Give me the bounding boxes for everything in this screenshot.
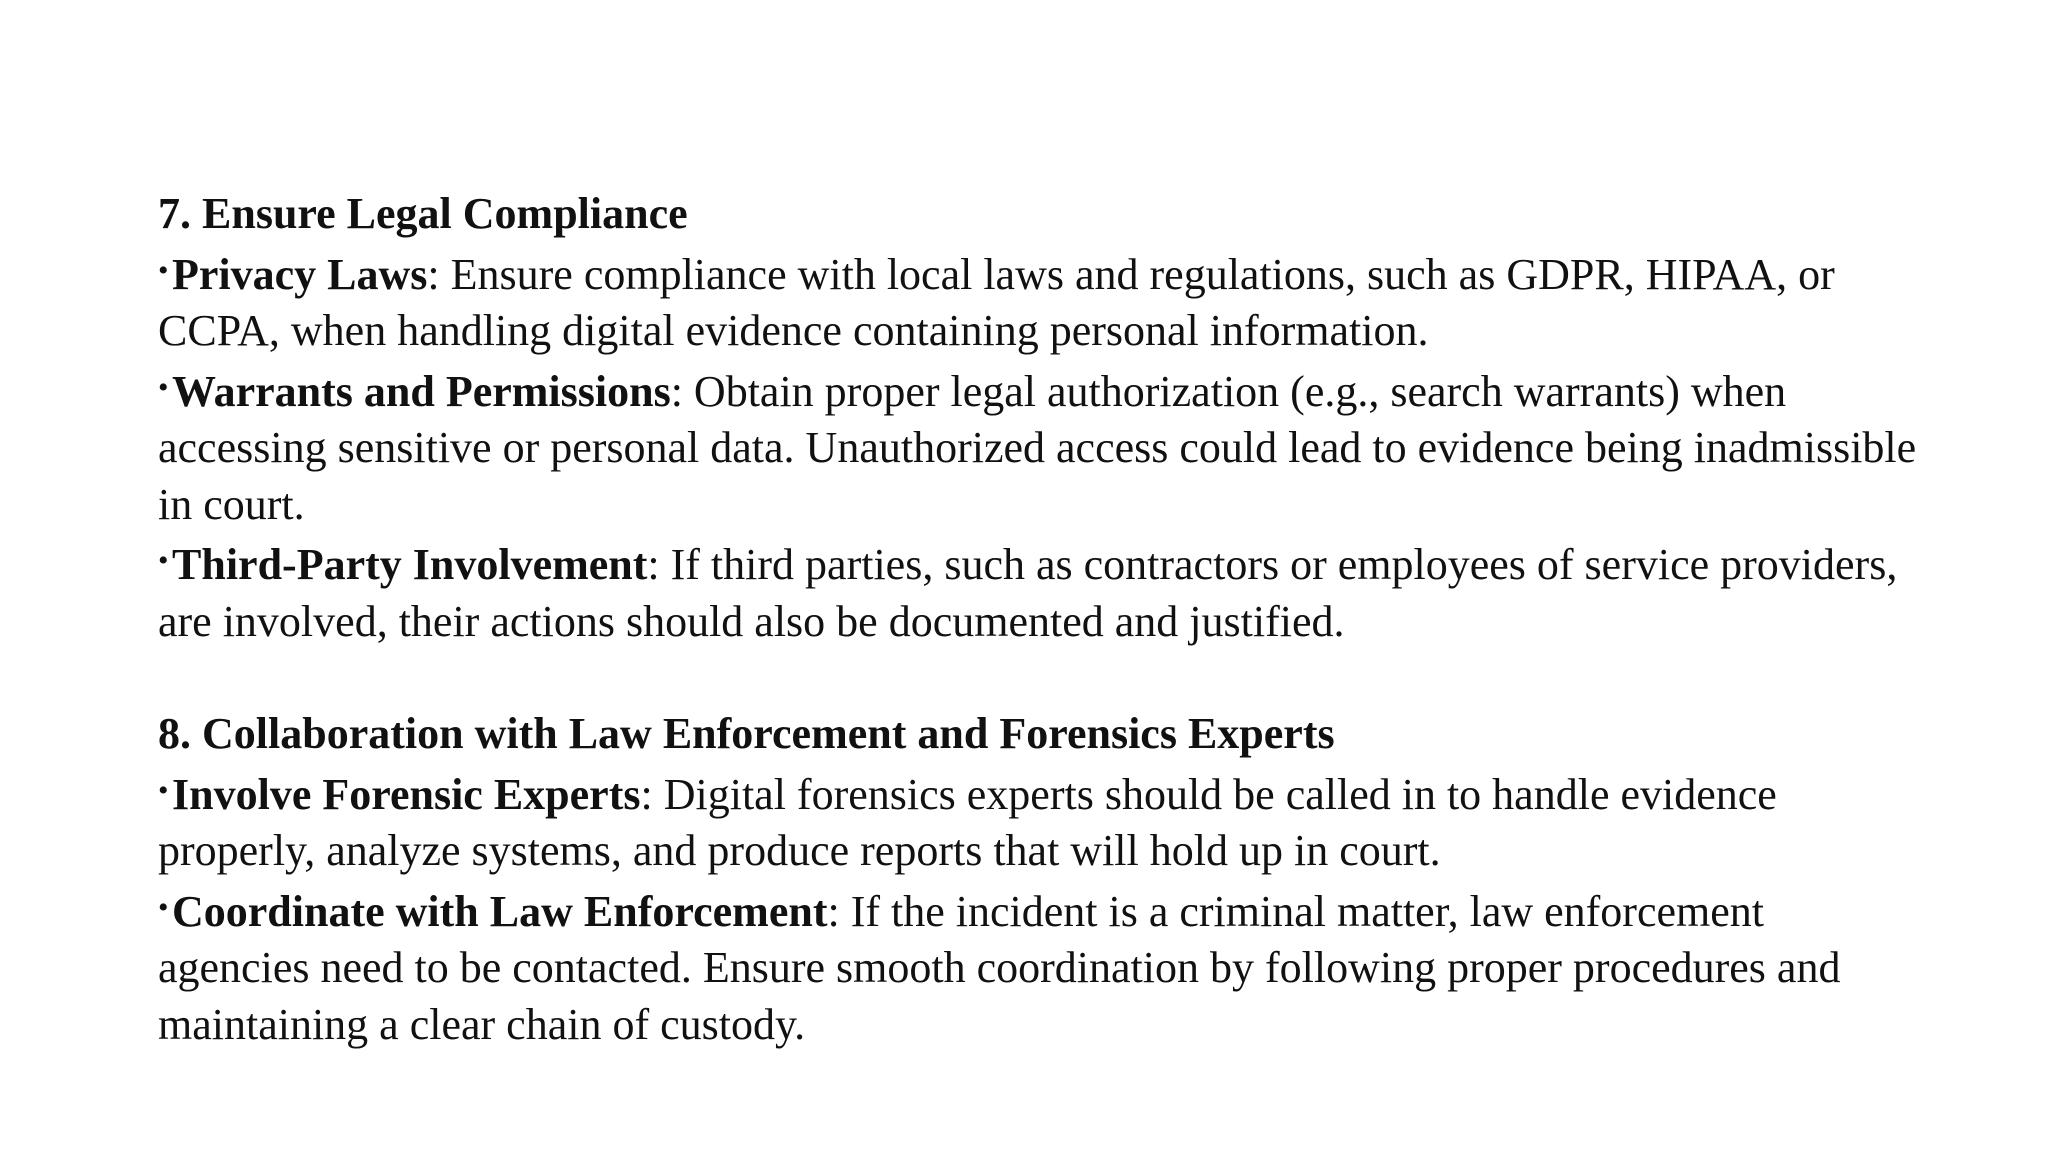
section-collaboration (158, 706, 1918, 1053)
section-heading: 8. Collaboration with Law Enforcement and Forensics Experts (158, 709, 1335, 758)
bullet-dot-icon: • (158, 370, 169, 404)
bullet-dot-icon: • (158, 544, 169, 577)
bullet-text: : If the incident is a criminal matter, law enforcement agencies need to be contacted. Ensure smooth coordination by following proper procedures and maintaining a clear chain of custody. (158, 886, 1841, 1049)
bullet-term: Privacy Laws (172, 249, 428, 299)
bullet-third-party (158, 533, 1918, 650)
section-legal-compliance (158, 186, 1918, 650)
section-heading: 7. Ensure Legal Compliance (158, 189, 688, 238)
bullet-law-enforcement (158, 880, 1918, 1054)
bullet-text: : Ensure compliance with local laws and regulations, such as GDPR, HIPAA, or CCPA, when handling digital evidence containing personal information. (158, 249, 1835, 355)
bullet-dot-icon: • (158, 890, 169, 924)
bullet-term: Third-Party Involvement (172, 540, 648, 589)
bullet-text: : If third parties, such as contractors or employees of service providers, are involved, their actions should also be documented and justified. (158, 540, 1898, 646)
bullet-dot-icon: • (158, 253, 169, 287)
bullet-privacy-laws (158, 243, 1918, 360)
slide-content (158, 186, 1918, 1053)
bullet-term: Involve Forensic Experts (172, 769, 641, 819)
bullet-dot-icon: • (158, 773, 169, 807)
bullet-forensic-experts (158, 763, 1918, 880)
bullet-term: Warrants and Permissions (172, 366, 671, 416)
bullet-term: Coordinate with Law Enforcement (172, 886, 828, 936)
bullet-text: : Digital forensics experts should be called in to handle evidence properly, analyze systems, and produce reports that will hold up in court. (158, 769, 1777, 875)
bullet-text: : Obtain proper legal authorization (e.g., search warrants) when accessing sensitive or personal data. Unauthorized access could lead to evidence being inadmissible in court. (158, 366, 1917, 529)
bullet-warrants-permissions (158, 360, 1918, 534)
